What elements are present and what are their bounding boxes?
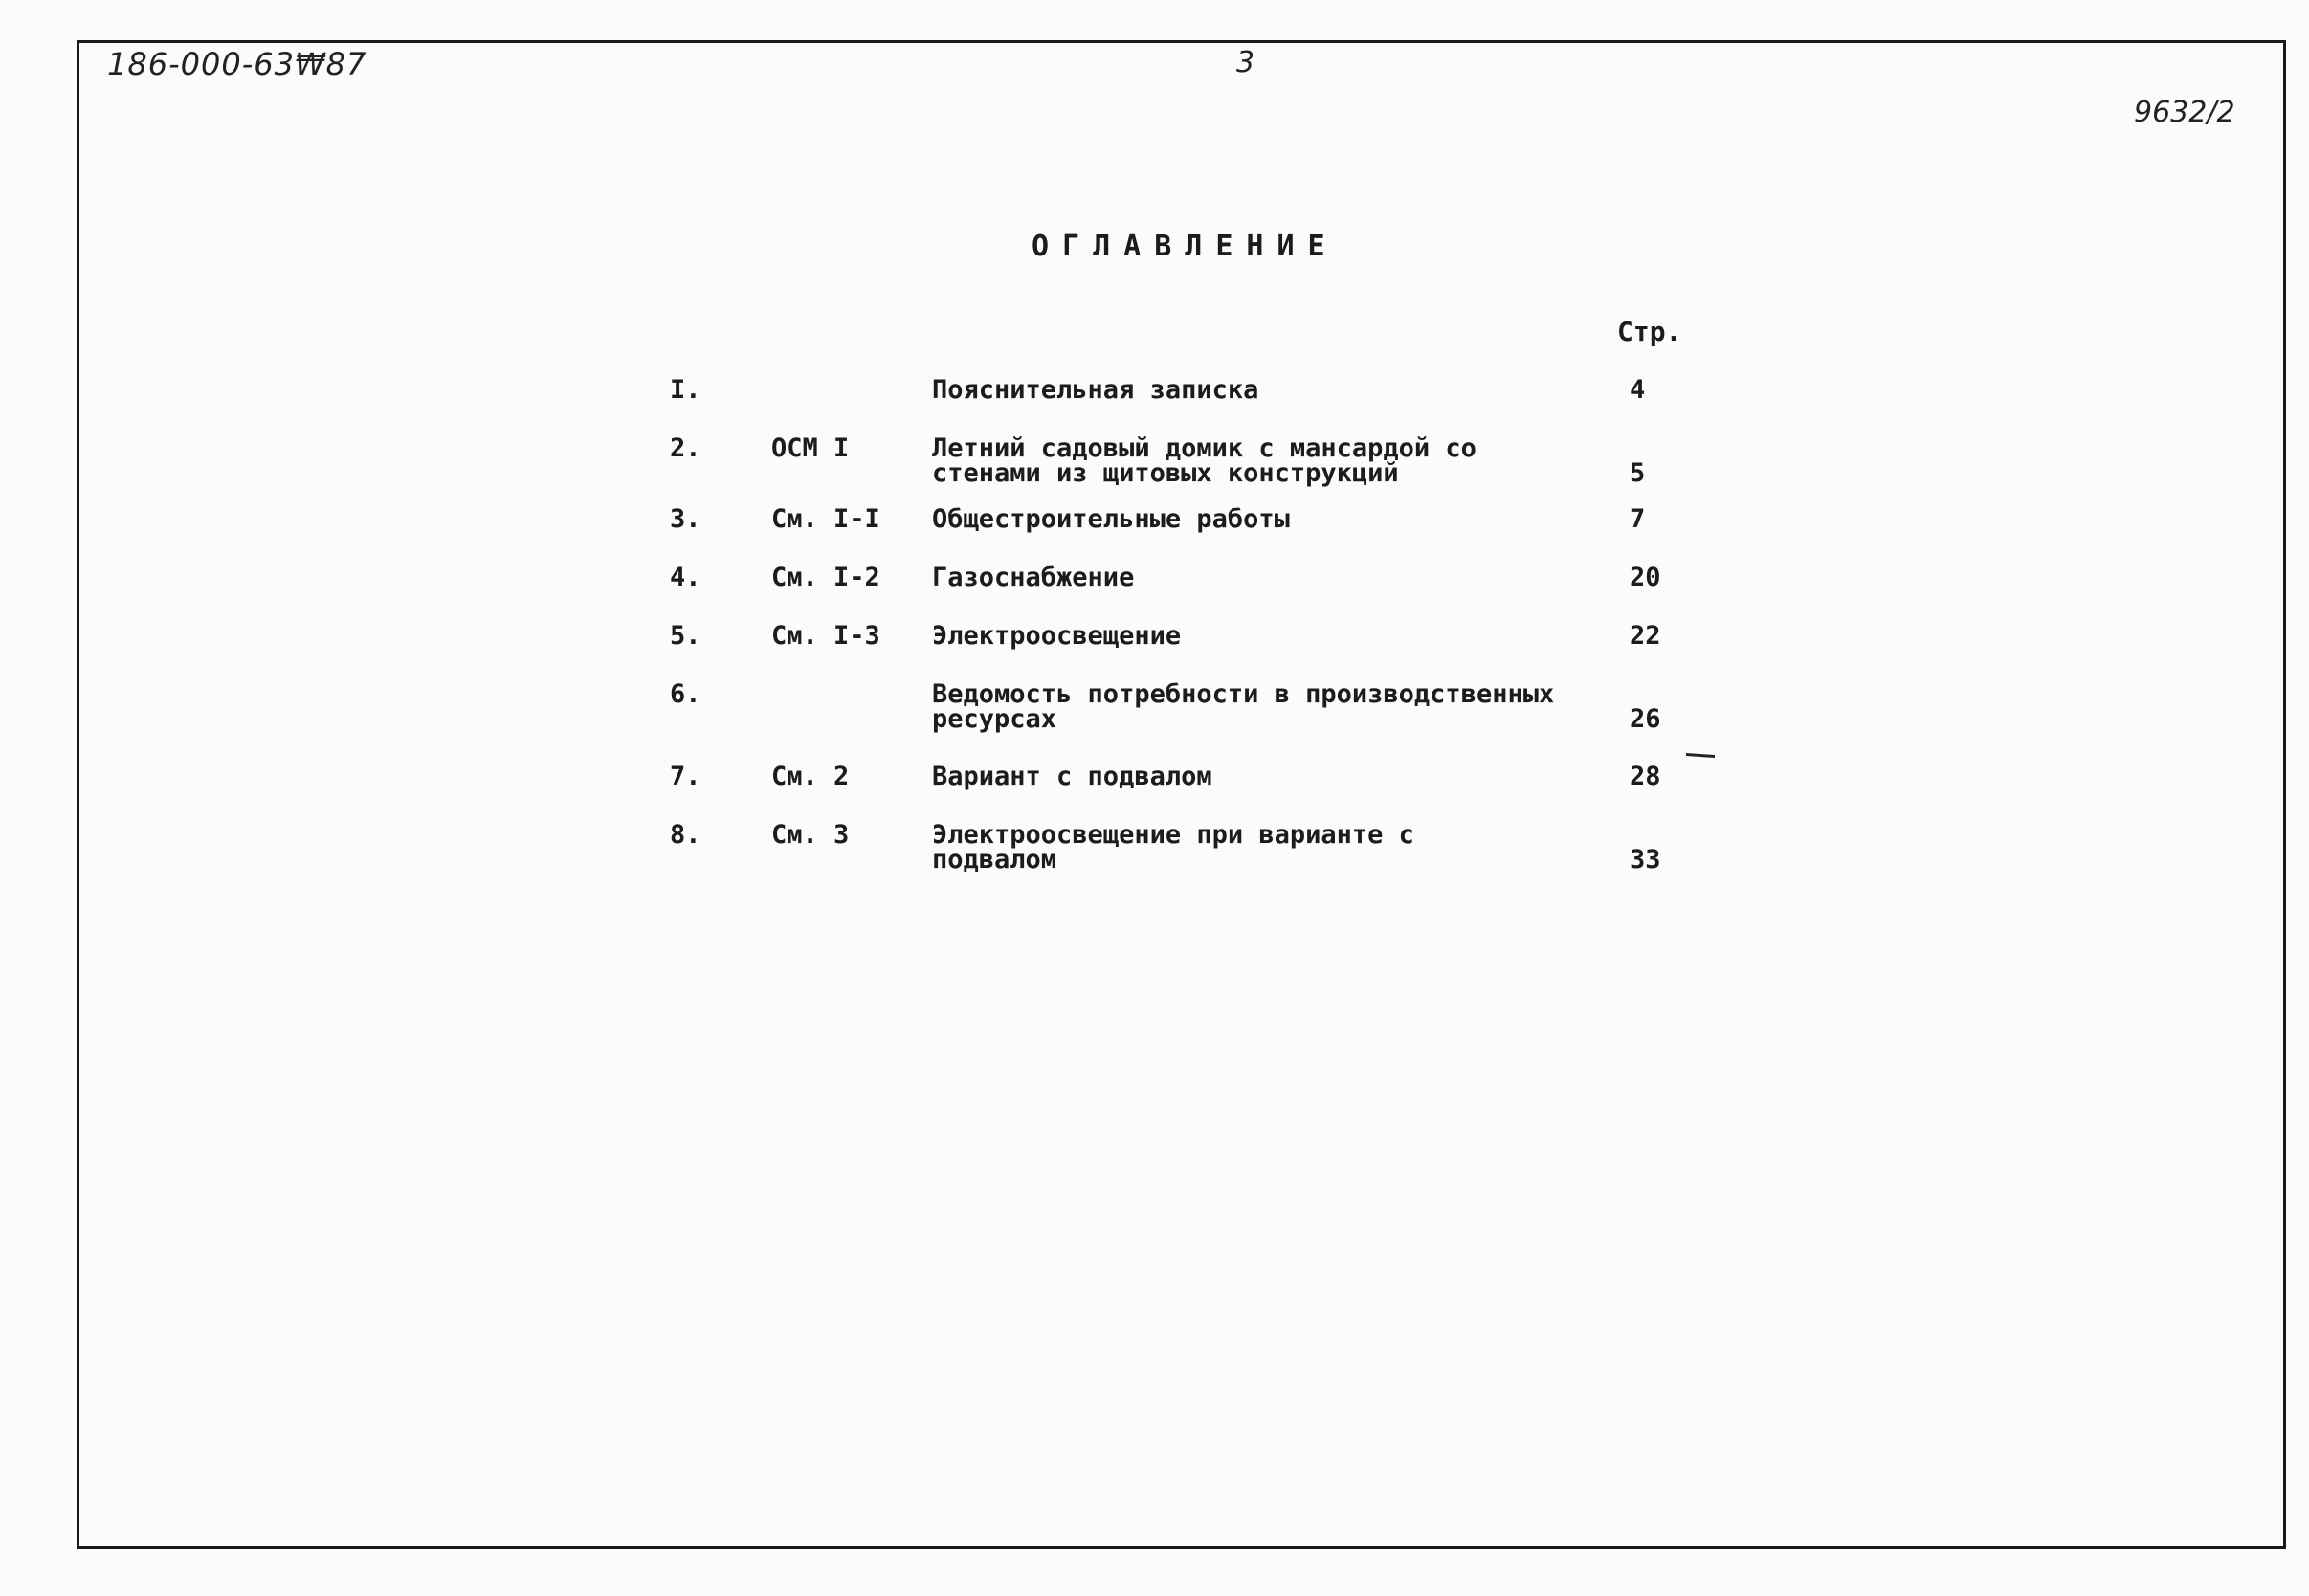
- toc-item-code: См. I-2: [771, 563, 880, 592]
- toc-row: [670, 433, 1684, 494]
- toc-item-code: См. 2: [771, 762, 850, 791]
- toc-row: [670, 820, 1684, 880]
- page-title: ОГЛАВЛЕНИЕ: [1032, 230, 1339, 263]
- toc-item-number: 2.: [670, 433, 701, 463]
- toc-item-page: 22: [1630, 621, 1661, 651]
- toc-item-page: 28: [1630, 762, 1661, 791]
- toc-row: [670, 762, 1684, 822]
- toc-item-number: 6.: [670, 679, 701, 709]
- toc-item-title: Электроосвещение: [932, 621, 1182, 651]
- toc-item-title: Общестроительные работы: [932, 504, 1290, 534]
- toc-item-title: Вариант с подвалом: [932, 762, 1212, 791]
- toc-item-title: Электроосвещение при варианте с подвалом: [932, 820, 1414, 875]
- toc-item-page: 5: [1630, 458, 1646, 488]
- toc-item-number: 7.: [670, 762, 701, 791]
- toc-item-title: Ведомость потребности в производственных ресурсах: [932, 679, 1555, 734]
- sheet-id: 9632/2: [2134, 96, 2235, 129]
- page-column-header: Стр.: [1617, 316, 1682, 347]
- toc-item-code: См. I-I: [771, 504, 880, 534]
- toc-item-number: 3.: [670, 504, 701, 534]
- toc-item-title: Пояснительная записка: [932, 375, 1259, 405]
- toc-item-page: 20: [1630, 563, 1661, 592]
- toc-row: [670, 375, 1684, 435]
- toc-item-title: Летний садовый домик с мансардой со стенами из щитовых конструкций: [932, 433, 1476, 488]
- toc-item-page: 33: [1630, 845, 1661, 875]
- toc-item-number: 4.: [670, 563, 701, 592]
- toc-item-code: ОСМ I: [771, 433, 850, 463]
- toc-item-title: Газоснабжение: [932, 563, 1135, 592]
- toc-item-number: I.: [670, 375, 701, 405]
- toc-row: [670, 621, 1684, 681]
- document-code: 186-000-63₩87: [107, 46, 367, 82]
- toc-item-number: 8.: [670, 820, 701, 850]
- toc-item-code: См. I-3: [771, 621, 880, 651]
- toc-row: [670, 565, 1684, 623]
- toc-item-code: См. 3: [771, 820, 850, 850]
- toc-row: [670, 679, 1684, 740]
- toc-item-page: 7: [1630, 504, 1646, 534]
- toc-row: [670, 504, 1684, 565]
- toc-item-page: 26: [1630, 704, 1661, 734]
- page-number: 3: [1236, 46, 1255, 79]
- toc-item-number: 5.: [670, 621, 701, 651]
- toc-item-page: 4: [1630, 375, 1646, 405]
